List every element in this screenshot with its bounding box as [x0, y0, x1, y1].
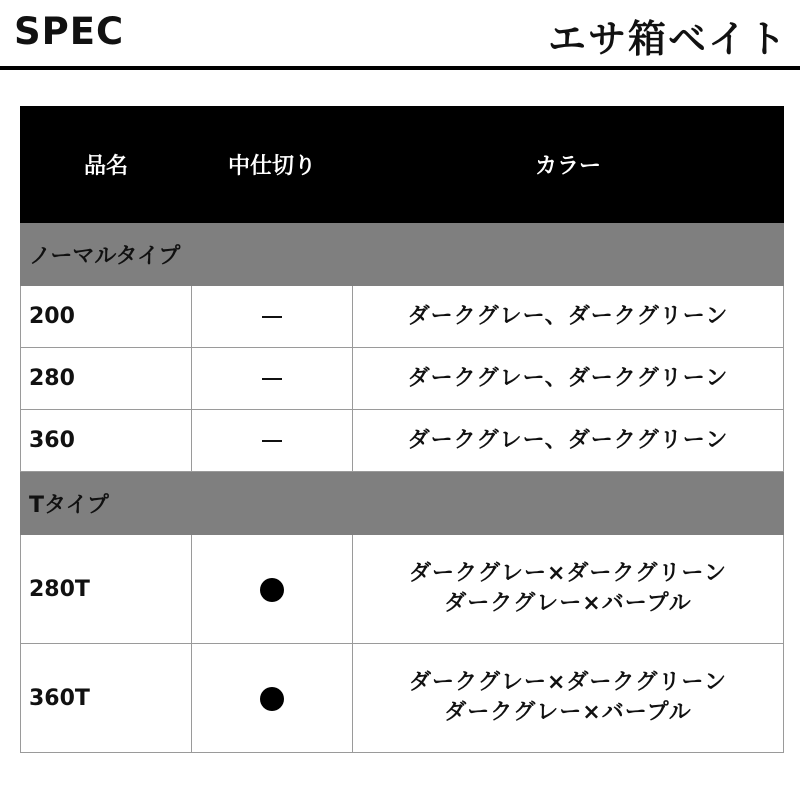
color-cell: ダークグレー、ダークグリーン	[353, 348, 784, 410]
spec-label: SPEC	[14, 10, 125, 53]
product-name-cell: 360T	[21, 644, 192, 753]
group-label: ノーマルタイプ	[21, 223, 784, 286]
spec-table	[20, 106, 784, 753]
partition-cell	[192, 286, 353, 348]
partition-cell	[192, 410, 353, 472]
group-row-t-type	[21, 472, 784, 535]
table-header-row	[21, 107, 784, 223]
partition-none-dash	[262, 378, 282, 380]
partition-included-dot	[260, 687, 284, 711]
column-header-partition: 中仕切り	[192, 107, 353, 223]
group-row-normal-type	[21, 223, 784, 286]
color-cell	[353, 644, 784, 753]
color-option: ダークグレー×バープル	[444, 700, 692, 725]
partition-cell	[192, 644, 353, 753]
table-row	[21, 410, 784, 472]
table-row	[21, 644, 784, 753]
group-label: Tタイプ	[21, 472, 784, 535]
partition-none-dash	[262, 316, 282, 318]
product-name-cell: 360	[21, 410, 192, 472]
color-cell	[353, 535, 784, 644]
partition-cell	[192, 348, 353, 410]
partition-cell	[192, 535, 353, 644]
color-option: ダークグレー×ダークグリーン	[409, 670, 727, 695]
product-name-cell: 200	[21, 286, 192, 348]
color-cell: ダークグレー、ダークグリーン	[353, 410, 784, 472]
color-option: ダークグレー×ダークグリーン	[409, 561, 727, 586]
product-name-cell: 280T	[21, 535, 192, 644]
table-row	[21, 535, 784, 644]
product-title: エサ箱ベイト	[547, 17, 788, 61]
product-name-cell: 280	[21, 348, 192, 410]
table-row	[21, 286, 784, 348]
color-cell: ダークグレー、ダークグリーン	[353, 286, 784, 348]
column-header-name: 品名	[21, 107, 192, 223]
partition-included-dot	[260, 578, 284, 602]
table-row	[21, 348, 784, 410]
partition-none-dash	[262, 440, 282, 442]
header-divider	[0, 66, 800, 70]
page-header	[0, 0, 800, 70]
column-header-color: カラー	[353, 107, 784, 223]
color-option: ダークグレー×バープル	[444, 591, 692, 616]
